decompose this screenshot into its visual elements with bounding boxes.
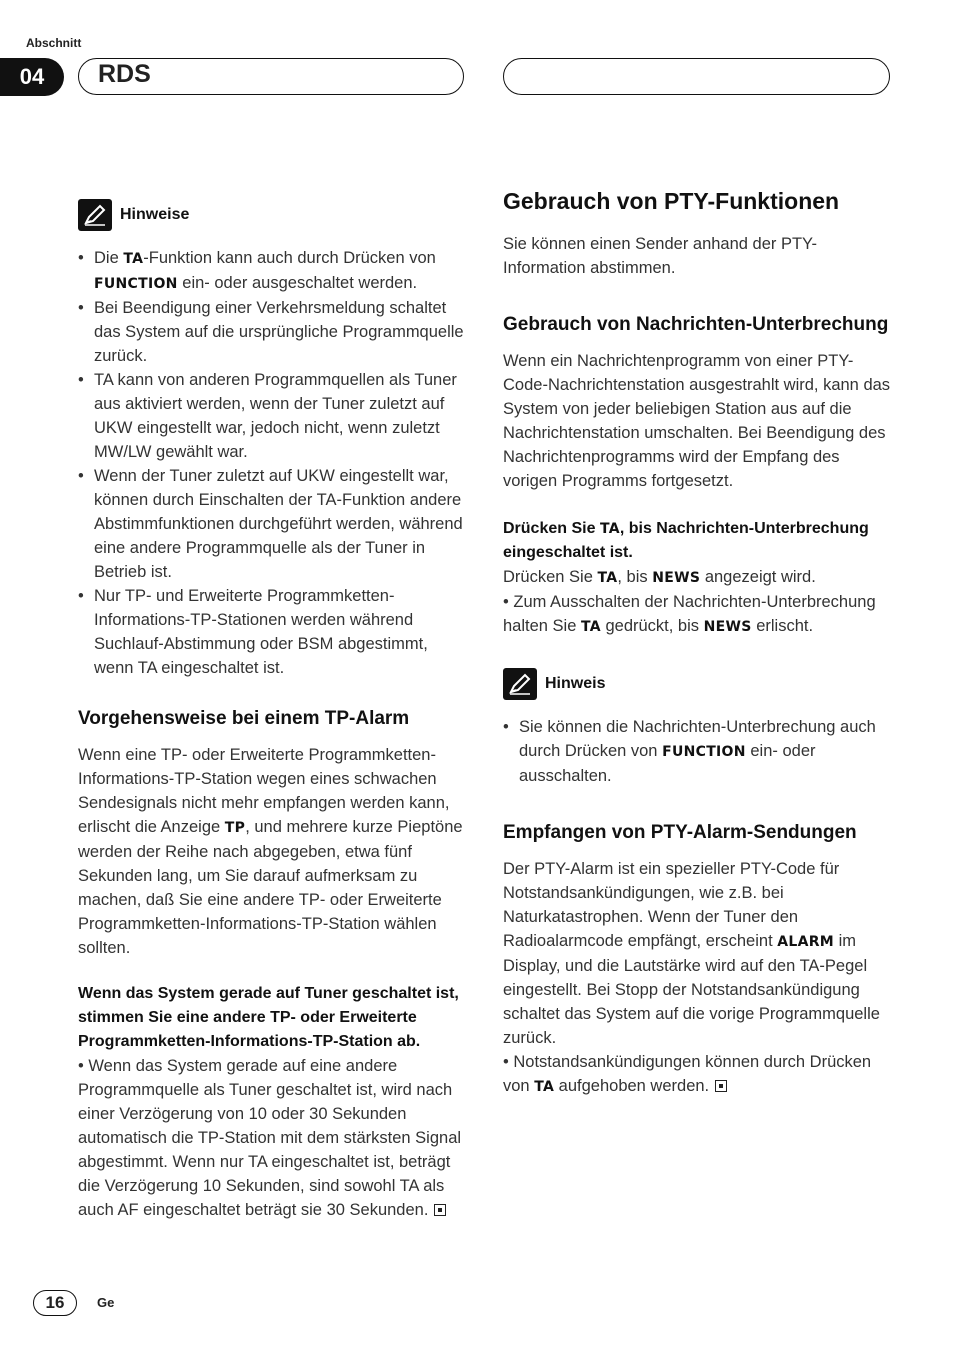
news-instruction: Drücken Sie TA, bis Nachrichten-Unterbrechung eingeschaltet ist.	[503, 520, 869, 561]
note-header	[503, 667, 895, 701]
key-label: TA	[534, 1079, 555, 1095]
chapter-number-badge: 04	[0, 58, 64, 96]
list-item: • Sie können die Nachrichten-Unterbrechung auch durch Drücken von FUNCTION ein- oder ausschalten.	[503, 715, 895, 788]
key-label: TA	[597, 570, 618, 586]
key-label: TA	[123, 251, 144, 267]
pencil-note-icon	[503, 668, 537, 700]
tp-alarm-instruction: Wenn das System gerade auf Tuner geschaltet ist, stimmen Sie eine andere TP- oder Erweiterte Programmketten-Informations-TP-Station ab.	[78, 985, 459, 1050]
tp-alarm-body: Wenn eine TP- oder Erweiterte Programmketten-Informations-TP-Station wegen eines schwachen Sendesignals nicht mehr empfangen werden kann, erlischt die Anzeige TP, und mehrere kurze Pieptöne werden der Reihe nach abgegeben, etwa fünf Sekunden lang, um Sie darauf aufmerksam zu machen, daß Sie eine andere TP- oder Erweiterte Programmketten-Informations-TP-Station wählen sollten.	[78, 746, 463, 957]
end-of-section-icon	[715, 1080, 727, 1092]
list-item: • Bei Beendigung einer Verkehrsmeldung schaltet das System auf die ursprüngliche Programmquelle zurück.	[78, 296, 468, 368]
note-title: Hinweis	[545, 675, 606, 692]
key-label: FUNCTION	[94, 276, 178, 292]
list-item: • Nur TP- und Erweiterte Programmketten-Informations-TP-Stationen werden während Suchlauf-Abstimmung oder BSM abgestimmt, wenn TA eingeschaltet ist.	[78, 584, 468, 680]
notes-header	[78, 198, 468, 232]
list-item: • TA kann von anderen Programmquellen als Tuner aus aktiviert werden, wenn der Tuner zuletzt auf UKW eingestellt war, jedoch nicht, wenn zuletzt MW/LW gewählt war.	[78, 368, 468, 464]
page-number: 16	[33, 1290, 77, 1316]
section-label: Abschnitt	[26, 36, 82, 50]
key-label: NEWS	[652, 570, 701, 586]
key-label: TA	[580, 619, 601, 635]
chapter-title: RDS	[98, 60, 151, 88]
pty-heading: Gebrauch von PTY-Funktionen	[503, 188, 840, 214]
key-label: NEWS	[703, 619, 752, 635]
end-of-section-icon	[434, 1204, 446, 1216]
news-body: Wenn ein Nachrichtenprogramm von einer PTY-Code-Nachrichtenstation ausgestrahlt wird, kann das System von jeder beliebigen Station aus auf die Nachrichtenstation umschalten. Bei Beendigung des Nachrichtenprogramms wird der Empfang des vorigen Programms fortgesetzt.	[503, 352, 891, 490]
alarm-heading: Empfangen von PTY-Alarm-Sendungen	[503, 822, 857, 843]
tp-alarm-heading: Vorgehensweise bei einem TP-Alarm	[78, 708, 410, 729]
key-label: FUNCTION	[662, 744, 746, 760]
right-column	[503, 186, 895, 1099]
tp-alarm-instruction-detail	[78, 1054, 468, 1222]
tp-alarm-instruction-text: • Wenn das System gerade auf eine andere Programmquelle als Tuner geschaltet ist, wird nach einer Verzögerung von 10 oder 30 Sekunden automatisch die TP-Station mit dem stärksten Signal abgestimmt. Wenn nur TA eingeschaltet ist, beträgt die Verzögerung 10 Sekunden, sind sowohl TA als auch AF eingeschaltet beträgt sie 30 Sekunden.	[78, 1057, 462, 1219]
alarm-body	[503, 857, 895, 1099]
key-label: ALARM	[777, 934, 835, 950]
note-list	[503, 715, 895, 788]
notes-list	[78, 246, 468, 680]
key-label: TA	[599, 521, 620, 537]
key-label: TP	[224, 820, 246, 836]
list-item: • Die TA-Funktion kann auch durch Drücken von FUNCTION ein- oder ausgeschaltet werden.	[78, 246, 468, 296]
left-column	[78, 198, 468, 1222]
language-code: Ge	[97, 1295, 115, 1310]
chapter-title-frame-right	[503, 58, 890, 95]
list-item: • Wenn der Tuner zuletzt auf UKW eingestellt war, können durch Einschalten der TA-Funktion andere Abstimmfunktionen durchgeführt werden, während eine andere Programmquelle als der Tuner in Betrieb ist.	[78, 464, 468, 584]
pencil-note-icon	[78, 199, 112, 231]
pty-intro: Sie können einen Sender anhand der PTY-Information abstimmen.	[503, 235, 818, 277]
news-heading: Gebrauch von Nachrichten-Unterbrechung	[503, 314, 889, 335]
alarm-body-text: Der PTY-Alarm ist ein spezieller PTY-Code für Notstandsankündigungen, wie z.B. bei Naturkatastrophen. Wenn der Tuner den Radioalarmcode empfängt, erscheint ALARM im Display, und die Lautstärke wird auf den TA-Pegel eingestellt. Bei Stopp der Notstandsankündigung schaltet das System auf die vorige Programmquelle zurück. • Notstandsankündigungen können durch Drücken von TA aufgehoben werden.	[503, 860, 880, 1095]
notes-title: Hinweise	[120, 206, 190, 223]
news-instruction-detail: Drücken Sie TA, bis NEWS angezeigt wird. • Zum Ausschalten der Nachrichten-Unterbrechung halten Sie TA gedrückt, bis NEWS erlischt.	[503, 568, 876, 635]
